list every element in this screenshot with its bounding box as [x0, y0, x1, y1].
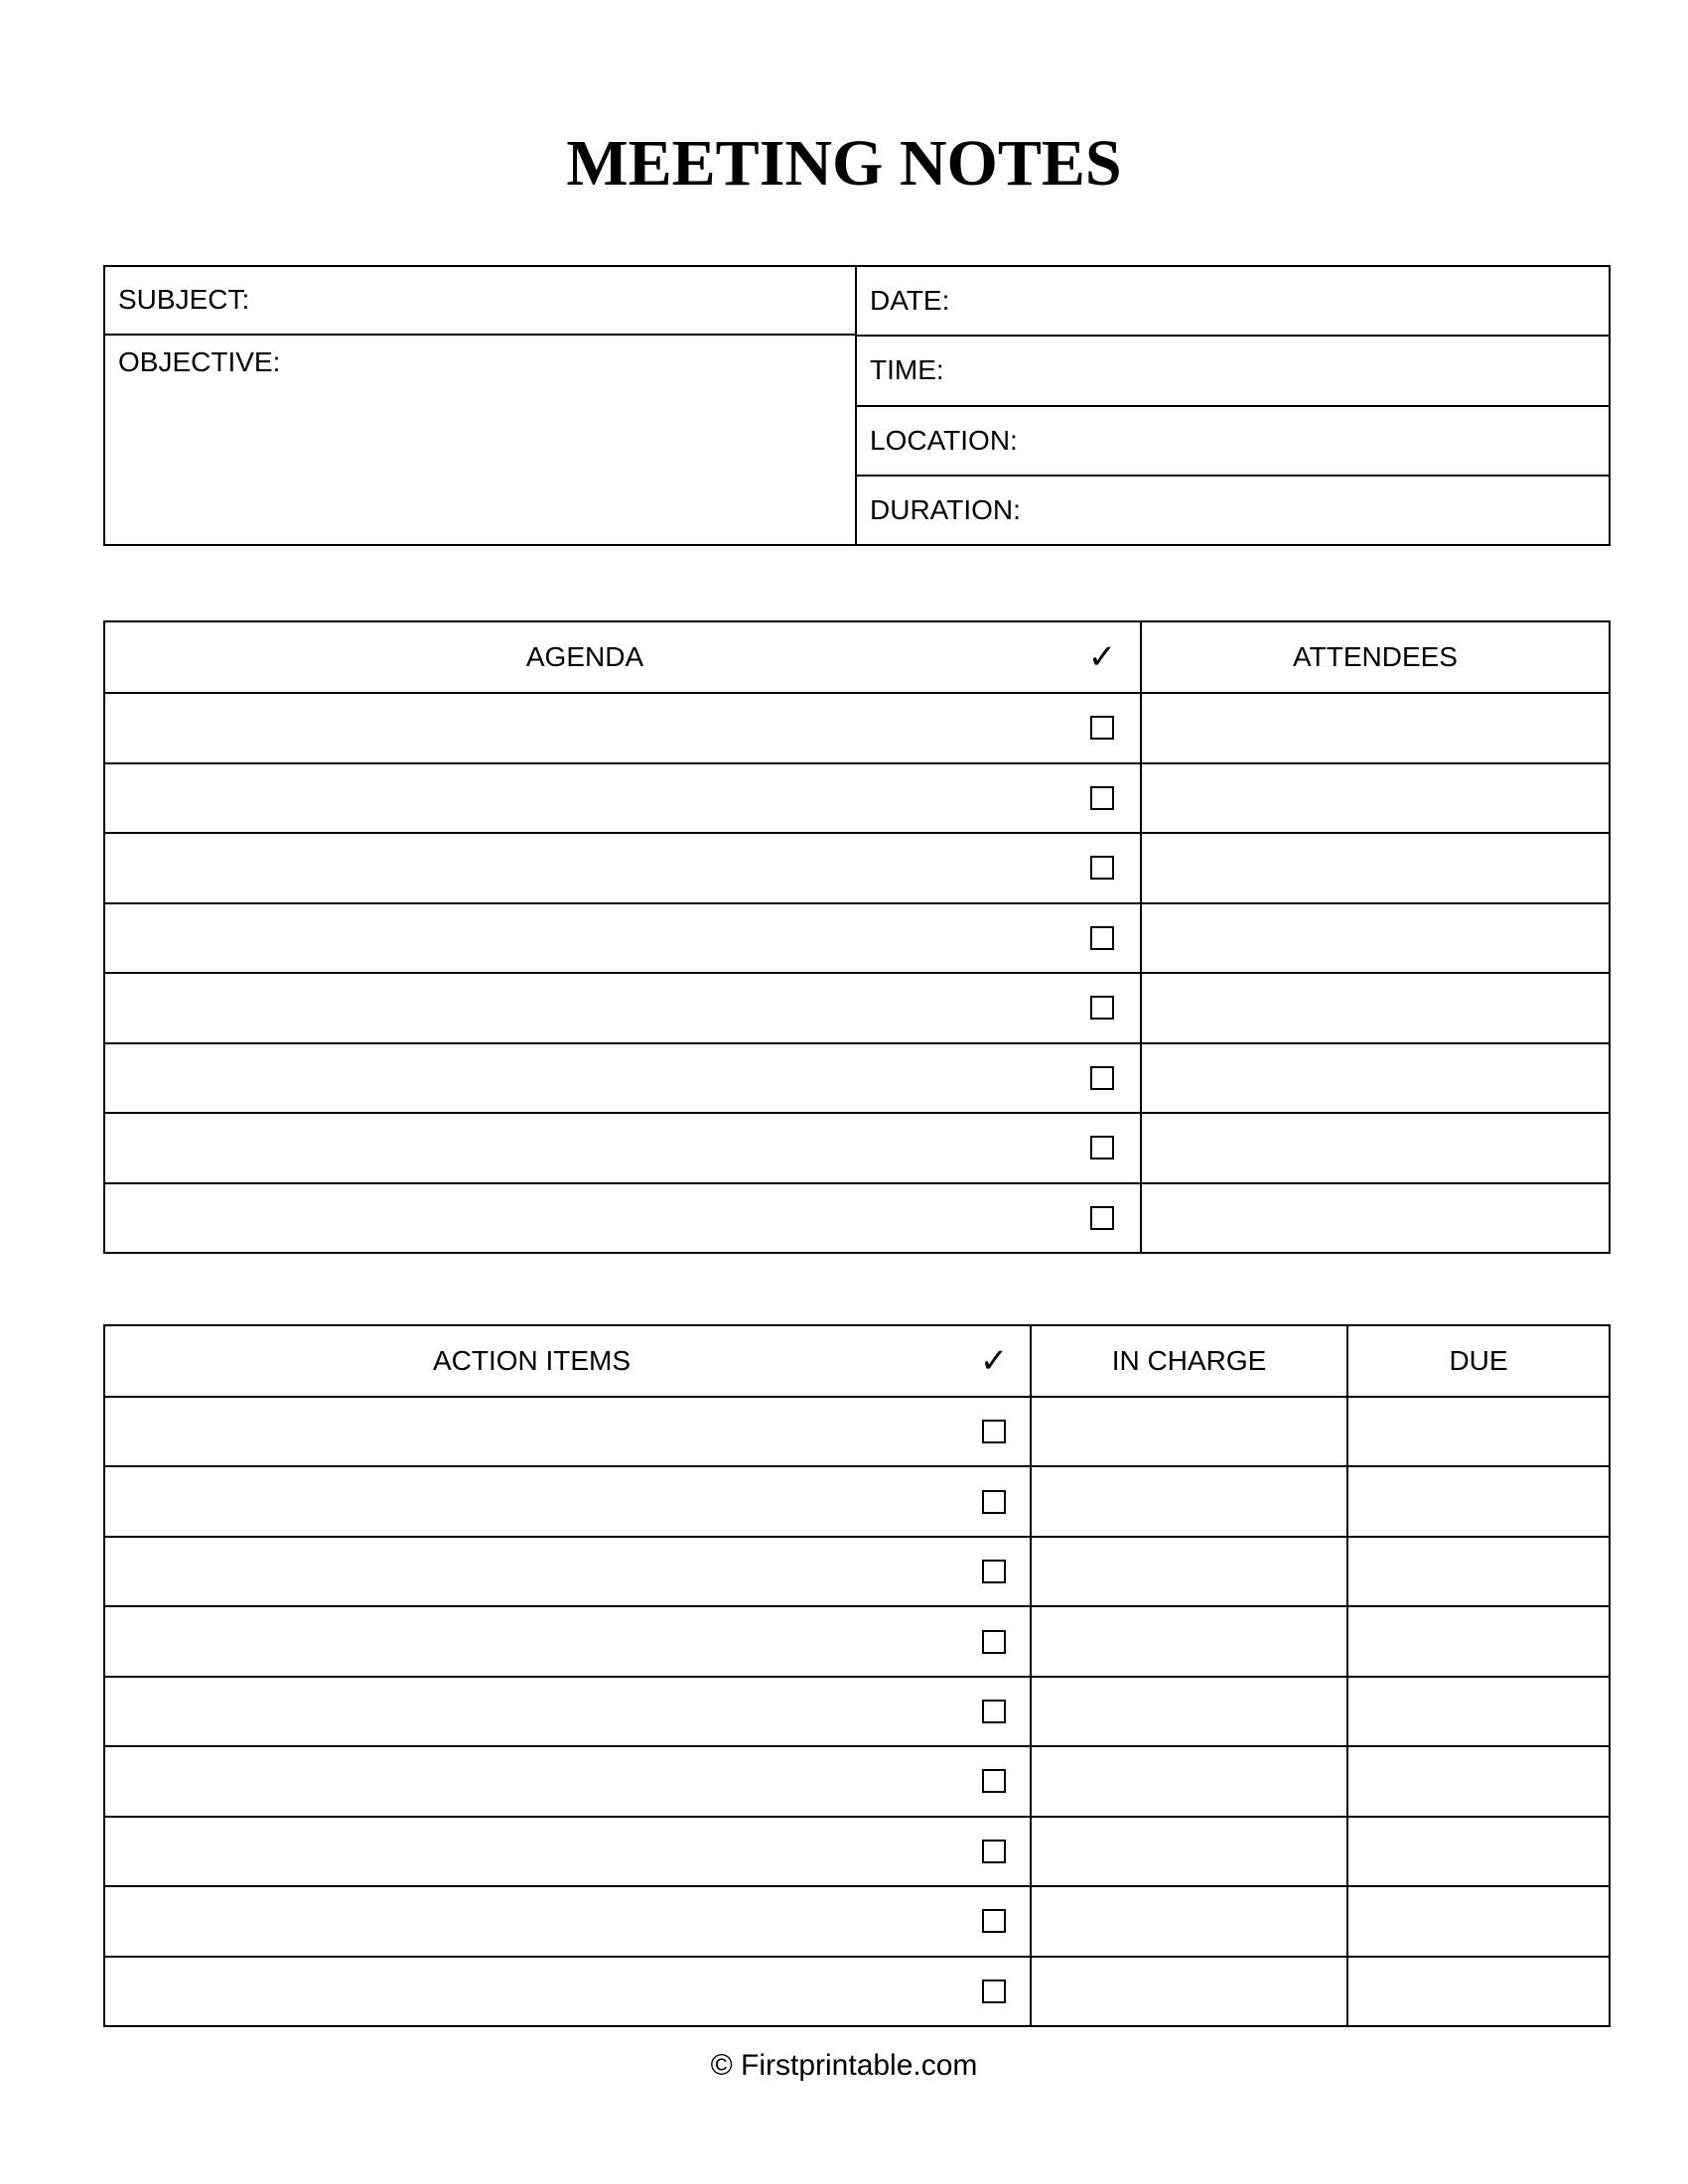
location-label: LOCATION:: [870, 424, 1018, 456]
in-charge-cell[interactable]: [1030, 1818, 1346, 1885]
due-cell[interactable]: [1346, 1887, 1609, 1955]
checkbox-icon[interactable]: [1090, 786, 1114, 810]
checkbox-icon[interactable]: [1090, 716, 1114, 740]
time-field[interactable]: [857, 335, 1609, 404]
agenda-table-row: [105, 832, 1609, 902]
agenda-cell[interactable]: [105, 764, 1064, 833]
footer-copyright: © Firstprintable.com: [710, 2049, 978, 2082]
in-charge-cell[interactable]: [1030, 1538, 1346, 1605]
agenda-check-cell: [1064, 834, 1140, 902]
objective-label: OBJECTIVE:: [118, 345, 281, 377]
action-item-cell[interactable]: [105, 1887, 958, 1955]
meeting-info-table: [103, 265, 1611, 546]
agenda-table-row: [105, 1112, 1609, 1182]
subject-field[interactable]: [105, 267, 855, 334]
agenda-table-row: [105, 762, 1609, 833]
agenda-cell[interactable]: [105, 1044, 1064, 1113]
attendees-cell[interactable]: [1140, 1044, 1609, 1113]
action-item-cell[interactable]: [105, 1747, 958, 1815]
in-charge-cell[interactable]: [1030, 1607, 1346, 1675]
action-items-table-row: [105, 1536, 1609, 1605]
attendees-cell[interactable]: [1140, 974, 1609, 1042]
attendees-cell[interactable]: [1140, 1184, 1609, 1253]
action-item-cell[interactable]: [105, 1958, 958, 2025]
checkbox-icon[interactable]: [982, 1490, 1006, 1514]
action-items-table-row: [105, 1956, 1609, 2025]
due-cell[interactable]: [1346, 1818, 1609, 1885]
checkbox-icon[interactable]: [1090, 996, 1114, 1020]
agenda-check-cell: [1064, 764, 1140, 833]
in-charge-column-header: IN CHARGE: [1030, 1326, 1346, 1396]
agenda-table-row: [105, 1182, 1609, 1253]
action-item-cell[interactable]: [105, 1398, 958, 1465]
location-field[interactable]: [857, 405, 1609, 475]
action-items-table-row: [105, 1816, 1609, 1885]
attendees-cell[interactable]: [1140, 1114, 1609, 1182]
agenda-table: [103, 620, 1611, 1254]
date-field[interactable]: [857, 267, 1609, 335]
action-check-cell: [958, 1467, 1030, 1535]
due-cell[interactable]: [1346, 1747, 1609, 1815]
agenda-cell[interactable]: [105, 694, 1064, 762]
page-title: MEETING NOTES: [566, 127, 1122, 200]
agenda-header-row: [105, 622, 1609, 692]
agenda-cell[interactable]: [105, 1184, 1064, 1253]
time-label: TIME:: [870, 354, 944, 386]
info-left-column: [105, 267, 857, 544]
agenda-check-cell: [1064, 974, 1140, 1042]
action-item-cell[interactable]: [105, 1678, 958, 1745]
agenda-check-column-header: [1064, 622, 1140, 692]
agenda-column-header: AGENDA: [525, 641, 644, 672]
attendees-cell[interactable]: [1140, 834, 1609, 902]
checkbox-icon[interactable]: [982, 1630, 1006, 1654]
action-items-table-row: [105, 1465, 1609, 1535]
action-check-cell: [958, 1818, 1030, 1885]
due-cell[interactable]: [1346, 1467, 1609, 1535]
action-items-table-body: [105, 1396, 1609, 2025]
action-items-table-row: [105, 1396, 1609, 1465]
agenda-cell[interactable]: [105, 834, 1064, 902]
action-items-table-row: [105, 1676, 1609, 1745]
action-items-table-row: [105, 1745, 1609, 1815]
checkbox-icon[interactable]: [1090, 926, 1114, 950]
action-item-cell[interactable]: [105, 1467, 958, 1535]
in-charge-cell[interactable]: [1030, 1958, 1346, 2025]
subject-label: SUBJECT:: [118, 284, 250, 316]
agenda-cell[interactable]: [105, 974, 1064, 1042]
agenda-check-cell: [1064, 904, 1140, 973]
action-items-column-header: ACTION ITEMS: [432, 1345, 632, 1376]
checkbox-icon[interactable]: [982, 1840, 1006, 1863]
agenda-check-cell: [1064, 1044, 1140, 1113]
action-check-cell: [958, 1887, 1030, 1955]
checkbox-icon[interactable]: [982, 1909, 1006, 1933]
action-check-cell: [958, 1398, 1030, 1465]
action-check-cell: [958, 1538, 1030, 1605]
action-items-header-row: [105, 1326, 1609, 1396]
agenda-table-row: [105, 902, 1609, 973]
checkbox-icon[interactable]: [982, 1979, 1006, 2003]
action-items-table-row: [105, 1885, 1609, 1955]
action-items-table: [103, 1324, 1611, 2027]
action-check-cell: [958, 1607, 1030, 1675]
attendees-cell[interactable]: [1140, 904, 1609, 973]
due-column-header: DUE: [1346, 1326, 1609, 1396]
date-label: DATE:: [870, 285, 950, 317]
agenda-check-cell: [1064, 694, 1140, 762]
action-item-cell[interactable]: [105, 1818, 958, 1885]
duration-field[interactable]: [857, 475, 1609, 544]
due-cell[interactable]: [1346, 1958, 1609, 2025]
checkbox-icon[interactable]: [982, 1560, 1006, 1583]
agenda-cell[interactable]: [105, 1114, 1064, 1182]
in-charge-cell[interactable]: [1030, 1747, 1346, 1815]
checkbox-icon[interactable]: [1090, 856, 1114, 880]
action-check-cell: [958, 1678, 1030, 1745]
attendees-cell[interactable]: [1140, 764, 1609, 833]
checkbox-icon[interactable]: [982, 1700, 1006, 1723]
in-charge-cell[interactable]: [1030, 1398, 1346, 1465]
due-cell[interactable]: [1346, 1538, 1609, 1605]
action-item-cell[interactable]: [105, 1538, 958, 1605]
agenda-table-row: [105, 1042, 1609, 1113]
checkbox-icon[interactable]: [982, 1420, 1006, 1443]
agenda-check-cell: [1064, 1184, 1140, 1253]
info-right-column: [857, 267, 1609, 544]
objective-field[interactable]: [105, 334, 855, 545]
checkbox-icon[interactable]: [1090, 1206, 1114, 1230]
agenda-table-body: [105, 692, 1609, 1252]
action-check-column-header: [958, 1326, 1030, 1396]
attendees-cell[interactable]: [1140, 694, 1609, 762]
due-cell[interactable]: [1346, 1607, 1609, 1675]
action-item-cell[interactable]: [105, 1607, 958, 1675]
in-charge-cell[interactable]: [1030, 1678, 1346, 1745]
in-charge-cell[interactable]: [1030, 1467, 1346, 1535]
due-cell[interactable]: [1346, 1678, 1609, 1745]
attendees-column-header: ATTENDEES: [1140, 622, 1609, 692]
checkmark-icon: ✓: [1087, 638, 1117, 676]
agenda-check-cell: [1064, 1114, 1140, 1182]
in-charge-cell[interactable]: [1030, 1887, 1346, 1955]
agenda-table-row: [105, 972, 1609, 1042]
due-cell[interactable]: [1346, 1398, 1609, 1465]
action-check-cell: [958, 1747, 1030, 1815]
checkbox-icon[interactable]: [1090, 1066, 1114, 1090]
duration-label: DURATION:: [870, 493, 1021, 525]
checkmark-icon: ✓: [979, 1342, 1009, 1380]
agenda-table-row: [105, 692, 1609, 762]
checkbox-icon[interactable]: [982, 1769, 1006, 1793]
action-check-cell: [958, 1958, 1030, 2025]
action-items-table-row: [105, 1605, 1609, 1675]
agenda-cell[interactable]: [105, 904, 1064, 973]
checkbox-icon[interactable]: [1090, 1136, 1114, 1160]
